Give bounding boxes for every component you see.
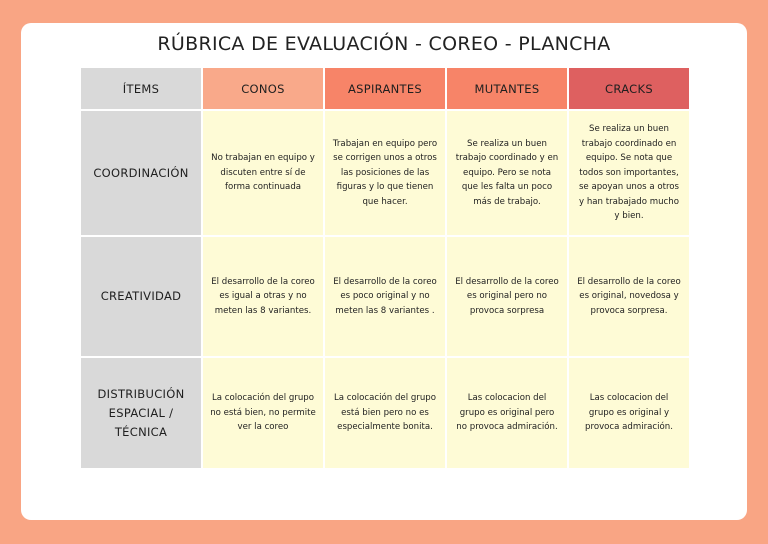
- page-title: RÚBRICA DE EVALUACIÓN - COREO - PLANCHA: [157, 33, 611, 55]
- row-item-label: COORDINACIÓN: [81, 111, 201, 235]
- table-row: [81, 237, 689, 356]
- header-row: [81, 68, 689, 109]
- cell-cracks: El desarrollo de la coreo es original, novedosa y provoca sorpresa.: [569, 237, 689, 356]
- cell-aspirantes: Trabajan en equipo pero se corrigen unos a otros las posiciones de las figuras y lo que tienen que hacer.: [325, 111, 445, 235]
- table-row: [81, 111, 689, 235]
- cell-mutantes: Se realiza un buen trabajo coordinado y en equipo. Pero se nota que les falta un poco más de trabajo.: [447, 111, 567, 235]
- header-cracks: CRACKS: [569, 68, 689, 109]
- header-mutantes: MUTANTES: [447, 68, 567, 109]
- cell-conos: El desarrollo de la coreo es igual a otras y no meten las 8 variantes.: [203, 237, 323, 356]
- rubric-table: [79, 66, 691, 470]
- cell-mutantes: El desarrollo de la coreo es original pero no provoca sorpresa: [447, 237, 567, 356]
- cell-conos: No trabajan en equipo y discuten entre sí de forma continuada: [203, 111, 323, 235]
- header-aspirantes: ASPIRANTES: [325, 68, 445, 109]
- cell-aspirantes: El desarrollo de la coreo es poco original y no meten las 8 variantes .: [325, 237, 445, 356]
- row-item-label: DISTRIBUCIÓN ESPACIAL / TÉCNICA: [81, 358, 201, 468]
- cell-mutantes: Las colocacion del grupo es original pero no provoca admiración.: [447, 358, 567, 468]
- cell-cracks: Se realiza un buen trabajo coordinado en equipo. Se nota que todos son importantes, se apoyan unos a otros y han trabajado mucho y bien.: [569, 111, 689, 235]
- cell-cracks: Las colocacion del grupo es original y provoca admiración.: [569, 358, 689, 468]
- row-item-label: CREATIVIDAD: [81, 237, 201, 356]
- table-row: [81, 358, 689, 468]
- cell-aspirantes: La colocación del grupo está bien pero no es especialmente bonita.: [325, 358, 445, 468]
- cell-conos: La colocación del grupo no está bien, no permite ver la coreo: [203, 358, 323, 468]
- header-items: ÍTEMS: [81, 68, 201, 109]
- header-conos: CONOS: [203, 68, 323, 109]
